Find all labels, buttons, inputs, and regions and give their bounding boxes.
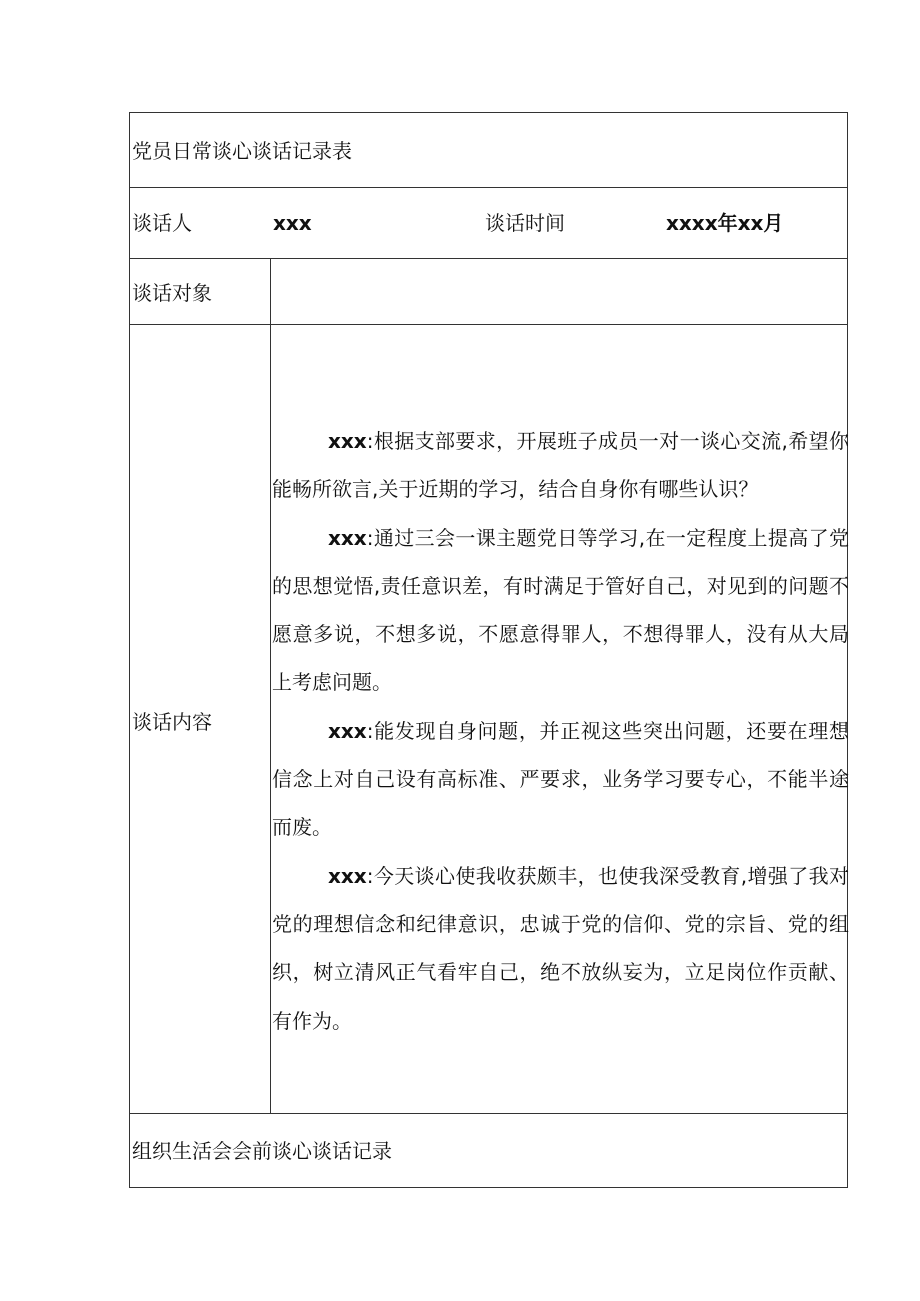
column-divider <box>270 324 271 1113</box>
section-heading: 组织生活会会前谈心谈话记录 <box>132 1139 392 1163</box>
talk-content-body <box>272 417 849 1045</box>
column-divider <box>270 258 271 324</box>
form-title: 党员日常谈心谈话记录表 <box>132 139 352 163</box>
content-paragraph <box>272 514 849 707</box>
record-form-table <box>129 112 848 1188</box>
talk-content-label: 谈话内容 <box>132 710 212 734</box>
row-divider <box>130 187 847 188</box>
speaker-name: xxx <box>328 525 367 550</box>
content-paragraph <box>272 852 849 1045</box>
paragraph-text: :能发现自身问题，并正视这些突出问题，还要在理想信念上对自己设有高标准、严要求，业务学习要专心，不能半途而废。 <box>272 718 849 840</box>
row-divider <box>130 324 847 325</box>
speaker-label: 谈话人 <box>132 211 192 235</box>
content-paragraph <box>272 417 849 514</box>
row-divider <box>130 1113 847 1114</box>
speaker-name: xxx <box>328 429 367 453</box>
content-paragraph <box>272 707 849 852</box>
talk-time-value: xxxx年xx月 <box>666 211 784 235</box>
talk-target-label: 谈话对象 <box>132 281 212 305</box>
speaker-name: xxx <box>328 863 367 888</box>
row-divider <box>130 258 847 259</box>
speaker-value: xxx <box>273 211 312 235</box>
speaker-name: xxx <box>328 718 367 743</box>
paragraph-text: :根据支部要求，开展班子成员一对一谈心交流,希望你能畅所欲言,关于近期的学习，结合自身你有哪些认识？ <box>272 429 849 502</box>
talk-time-label: 谈话时间 <box>485 211 565 235</box>
paragraph-text: :通过三会一课主题党日等学习,在一定程度上提高了党的思想觉悟,责任意识差，有时满足于管好自己，对见到的问题不愿意多说，不想多说，不愿意得罪人，不想得罪人，没有从大局上考虑问题。 <box>272 525 849 695</box>
paragraph-text: :今天谈心使我收获颇丰，也使我深受教育,增强了我对党的理想信念和纪律意识，忠诚于党的信仰、党的宗旨、党的组织，树立清风正气看牢自己，绝不放纵妄为，立足岗位作贡献、有作为。 <box>272 863 849 1033</box>
